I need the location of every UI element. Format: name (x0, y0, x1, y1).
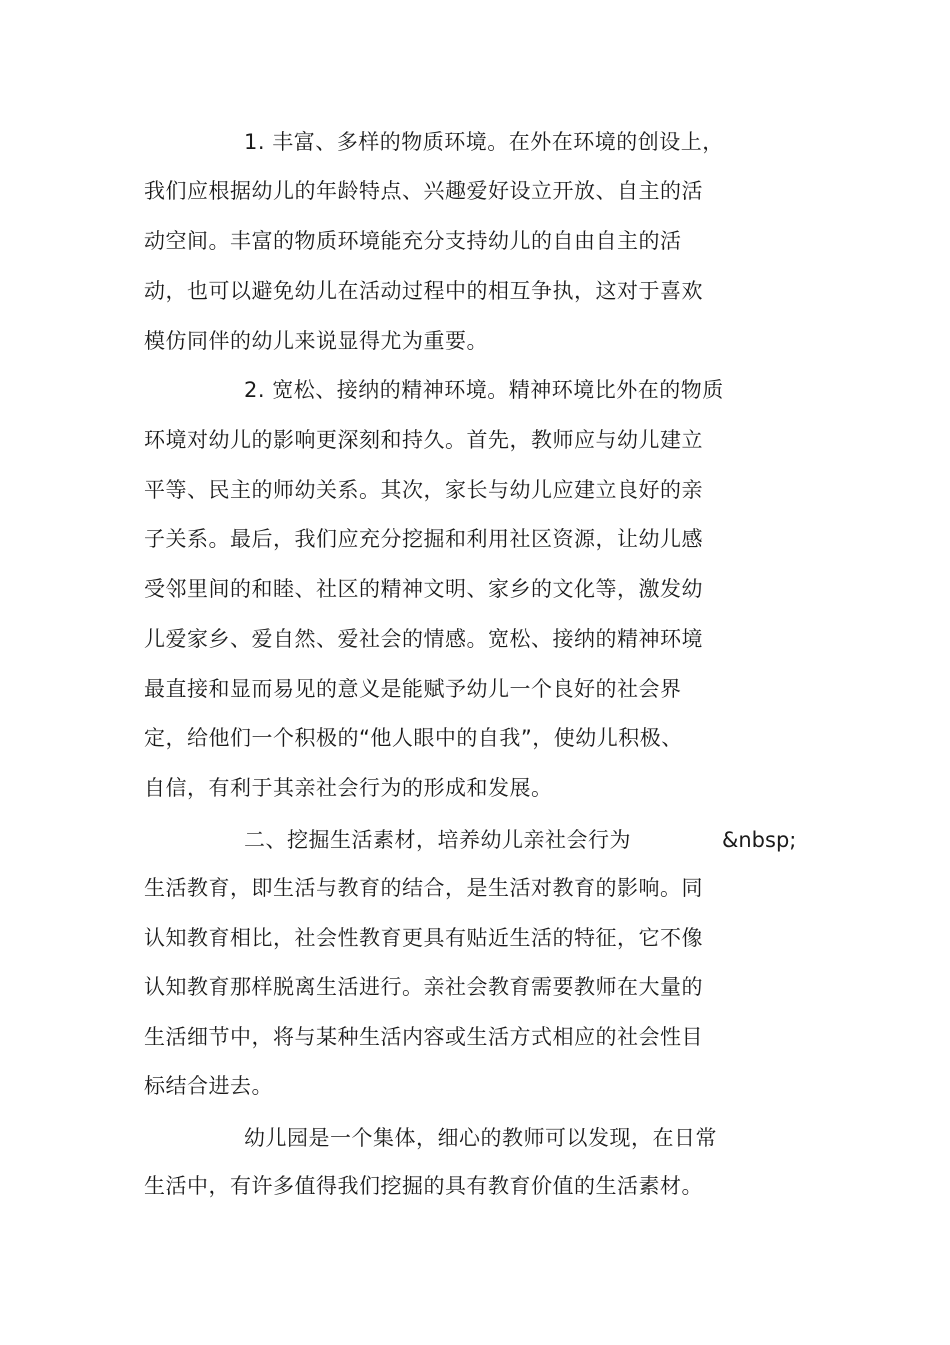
text-line: 动空间。丰富的物质环境能充分支持幼儿的自由自主的活 (144, 229, 682, 253)
text-line: 动，也可以避免幼儿在活动过程中的相互争执，这对于喜欢 (144, 279, 703, 303)
text-line: 生活细节中，将与某种生活内容或生活方式相应的社会性目 (144, 1025, 703, 1049)
text-line: 自信，有利于其亲社会行为的形成和发展。 (144, 776, 553, 800)
text-line: 认知教育相比，社会性教育更具有贴近生活的特征，它不像 (144, 926, 703, 950)
text-line: 儿爱家乡、爱自然、爱社会的情感。宽松、接纳的精神环境 (144, 627, 703, 651)
text-line: 我们应根据幼儿的年龄特点、兴趣爱好设立开放、自主的活 (144, 179, 703, 203)
text-line: 1. 丰富、多样的物质环境。在外在环境的创设上， (244, 130, 724, 154)
text-line: 模仿同伴的幼儿来说显得尤为重要。 (144, 329, 488, 353)
text-line: 生活教育，即生活与教育的结合，是生活对教育的影响。同 (144, 876, 703, 900)
text-line: 标结合进去。 (144, 1074, 273, 1098)
text-line: 平等、民主的师幼关系。其次，家长与幼儿应建立良好的亲 (144, 478, 703, 502)
section-heading: 二、挖掘生活素材，培养幼儿亲社会行为 (244, 828, 631, 852)
text-line: 环境对幼儿的影响更深刻和持久。首先，教师应与幼儿建立 (144, 428, 703, 452)
text-line: 受邻里间的和睦、社区的精神文明、家乡的文化等，激发幼 (144, 577, 703, 601)
text-line: 最直接和显而易见的意义是能赋予幼儿一个良好的社会界 (144, 677, 682, 701)
text-line: 认知教育那样脱离生活进行。亲社会教育需要教师在大量的 (144, 975, 703, 999)
text-line: 生活中，有许多值得我们挖掘的具有教育价值的生活素材。 (144, 1174, 703, 1198)
text-line: 幼儿园是一个集体，细心的教师可以发现，在日常 (244, 1126, 717, 1150)
text-line: 定，给他们一个积极的“他人眼中的自我”，使幼儿积极、 (144, 726, 683, 750)
text-line: 2. 宽松、接纳的精神环境。精神环境比外在的物质 (244, 378, 724, 402)
nbsp-token-text: &nbsp; (722, 828, 797, 852)
text-line: 子关系。最后，我们应充分挖掘和利用社区资源，让幼儿感 (144, 527, 703, 551)
